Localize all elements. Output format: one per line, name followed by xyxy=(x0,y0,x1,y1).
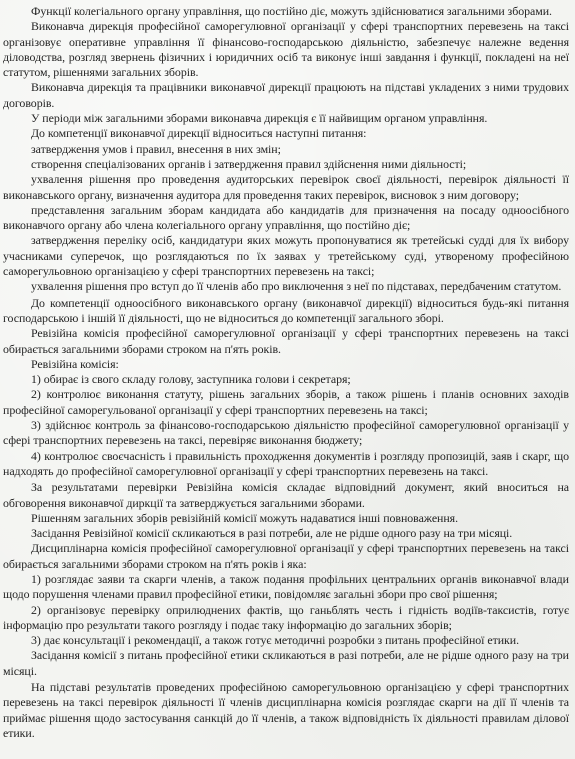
paragraph: Функції колегіального органу управління, що постійно діє, можуть здійснюватися загальними зборами. xyxy=(31,4,552,18)
paragraph: Рішенням загальних зборів ревізійній комісії можуть надаватися інші повноваження. xyxy=(31,510,459,525)
paragraph: 3) дає консультації і рекомендації, а також готує методичні розробки з питань професійної етики. xyxy=(31,633,519,648)
paragraph: Виконавча дирекція та працівники виконавчої дирекції працюють на підставі укладених з ними трудових договорів. xyxy=(3,80,569,110)
paragraph: Ревізійна комісія: xyxy=(31,356,119,371)
paragraph: 1) обирає із свого складу голову, заступника голови і секретаря; xyxy=(31,372,351,387)
paragraph: 3) здійснює контроль за фінансово-господарською діяльністю професійної саморегулювної організації у сфері транспортних перевезень на таксі, перевіряє виконання бюджету; xyxy=(3,418,569,448)
paragraph: Дисциплінарна комісія професійної саморегулювної організації у сфері транспортних перевезень на таксі обирається загальними зборами строком на п'ять років і яка: xyxy=(3,541,569,571)
paragraph: Засідання Ревізійної комісії скликаються в разі потреби, але не рідше одного разу на три місяці. xyxy=(31,526,513,541)
paragraph: Ревізійна комісія професійної саморегулювної організації у сфері транспортних перевезень на таксі обирається загальними зборами строком на п'ять років. xyxy=(3,326,569,356)
paragraph: ухвалення рішення про проведення аудиторських перевірок своєї діяльності, перевірок діяльності її виконавського органу, визначення аудитора для проведення таких перевірок, висновок з ним договору; xyxy=(3,172,569,202)
paragraph: У періоди між загальними зборами виконавча дирекція є її найвищим органом управління. xyxy=(31,111,488,126)
paragraph: представлення загальним зборам кандидата або кандидатів для призначення на посаду одноосібного виконавчого органу або члена колегіального органу управління, що постійно діє; xyxy=(3,202,569,233)
document-body xyxy=(3,4,569,741)
paragraph: 2) контролює виконання статуту, рішень загальних зборів, а також рішень і планів основних заходів професійної саморегульованої організації у сфері транспортних перевезень на таксі; xyxy=(3,387,569,417)
paragraph: 2) організовує перевірку оприлюднених фактів, що ганьблять честь і гідність водіїв-таксистів, готує інформацію про результати такого розгляду і подає таку інформацію до загальних зборів; xyxy=(3,602,569,632)
paragraph: ухвалення рішення про вступ до її членів або про виключення з неї по підставах, передбаченим статутом. xyxy=(31,279,562,294)
paragraph: На підставі результатів проведених професійною саморегульовною організацією у сфері транспортних перевезень на таксі перевірок діяльності її членів дисциплінарна комісія розглядає скарги на дії її членів та приймає рішення щодо застосування санкцій до її членів, а також відповідність їх діяльності правилам ділової етики. xyxy=(3,680,569,740)
paragraph: До компетенції виконавчої дирекції відноситься наступні питання: xyxy=(31,126,367,141)
paragraph: Виконавча дирекція професійної саморегулювної організації у сфері транспортних перевезень на таксі організовує оперативне управління її фінансово-господарською діяльністю, забезпечує належне ведення діловодства, розгляд звернень фізичних і юридичних осіб та виконує інші завдання і функції, покладені на неї статутом, рішеннями загальних зборів. xyxy=(3,19,569,80)
paragraph: 1) розглядає заяви та скарги членів, а також подання профільних центральних органів виконавчої влади щодо порушення членами правил професійної етики, повідомляє загальні збори про свої рішення; xyxy=(3,571,569,602)
paragraph: До компетенції одноосібного виконавського органу (виконавчої дирекції) відноситься будь-які питання господарською і іншій її діяльності, що не відноситься до компетенції загального зборі. xyxy=(3,295,569,325)
paragraph: Засідання комісії з питань професійної етики скликаються в разі потреби, але не рідше одного разу на три місяці. xyxy=(3,648,569,678)
paragraph: 4) контролює своєчасність і правильність проходження документів і розгляду пропозицій, заяв і скарг, що надходять до професійної саморегулювної організації у сфері транспортних перевезень на таксі. xyxy=(3,448,569,478)
paragraph: За результатами перевірки Ревізійна комісія складає відповідний документ, який вноситься на обговорення виконавчої диркції та затверджується загальними зборами. xyxy=(3,480,569,510)
paragraph: створення спеціалізованих органів і затвердження правил здійснення ними діяльності; xyxy=(31,156,467,171)
paragraph: затвердження переліку осіб, кандидатури яких можуть пропонуватися як третейські судді для їх вибору учасниками суперечок, що розглядаються по їх заявах у третейському суді, утвореному професійною саморегульовною організацією у сфері транспортних перевезень на таксі; xyxy=(3,233,569,279)
paragraph: затвердження умов і правил, внесення в них змін; xyxy=(31,141,281,156)
